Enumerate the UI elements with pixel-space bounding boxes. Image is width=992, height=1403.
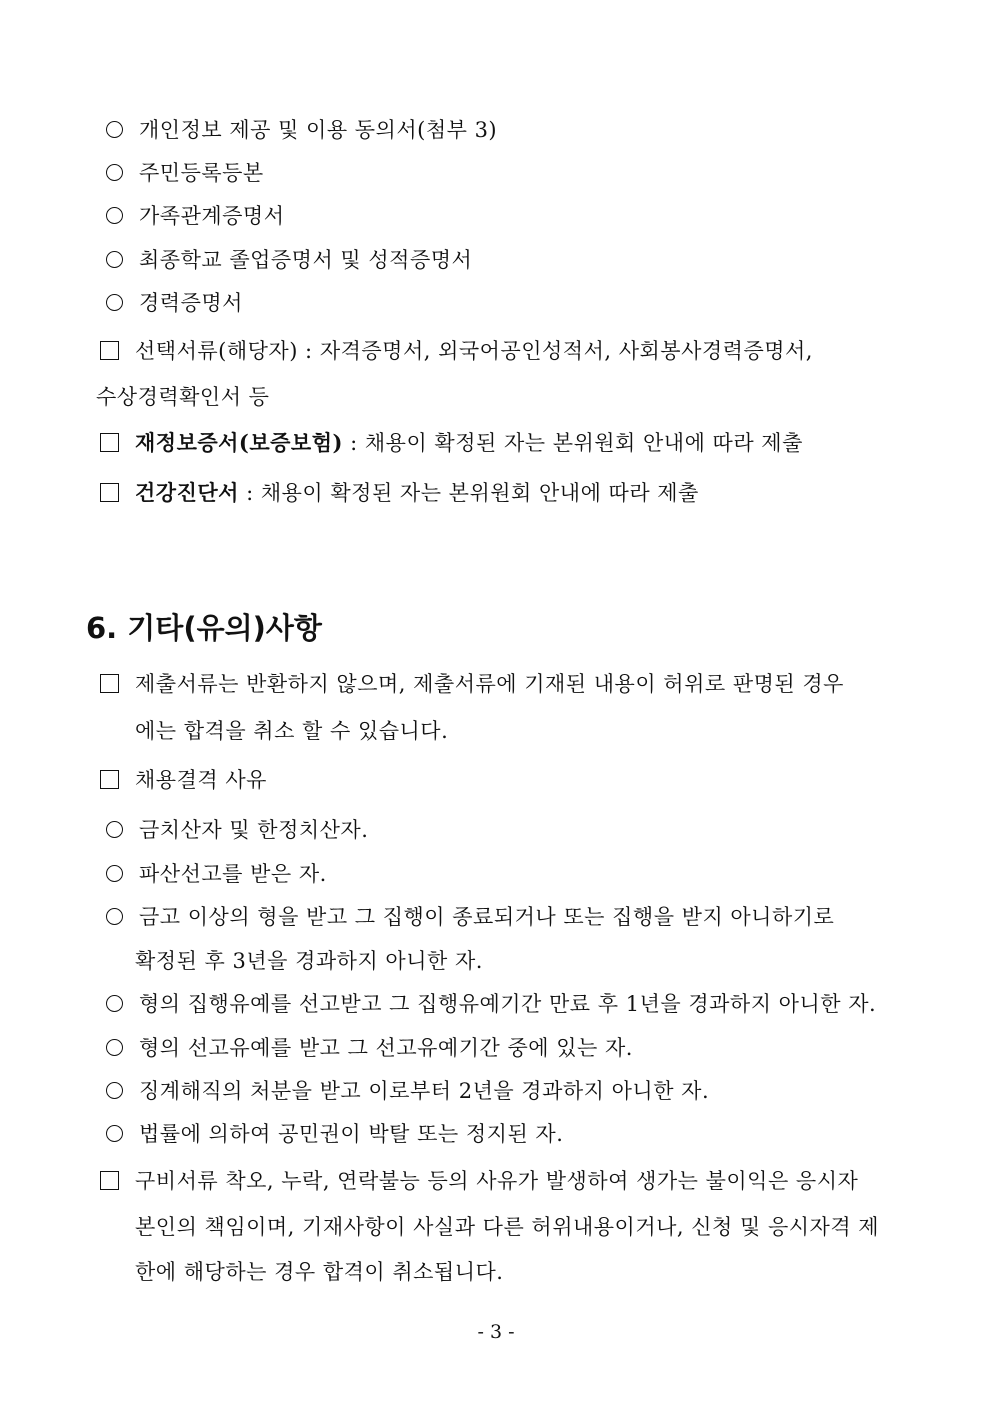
disqual-item-continuation: 확정된 후 3년을 경과하지 아니한 자.	[135, 949, 483, 973]
optional-docs-item: 선택서류(해당자) : 자격증명서, 외국어공인성적서, 사회봉사경력증명서,	[100, 337, 813, 365]
final-note-continuation: 본인의 책임이며, 기재사항이 사실과 다른 허위내용이거나, 신청 및 응시자격 제	[135, 1215, 880, 1239]
doc-item: 주민등록등본	[106, 159, 264, 187]
square-bullet-icon	[100, 1171, 119, 1190]
doc-item: 경력증명서	[106, 289, 243, 317]
circle-bullet-icon	[106, 865, 123, 882]
disqual-item: 징계해직의 처분을 받고 이로부터 2년을 경과하지 아니한 자.	[106, 1077, 709, 1105]
guarantee-title: 재정보증서(보증보험)	[135, 430, 343, 455]
circle-bullet-icon	[106, 1125, 123, 1142]
circle-bullet-icon	[106, 164, 123, 181]
guarantee-item: 재정보증서(보증보험) : 채용이 확정된 자는 본위원회 안내에 따라 제출	[100, 429, 803, 457]
doc-item: 가족관계증명서	[106, 202, 285, 230]
final-note-item: 구비서류 착오, 누락, 연락불능 등의 사유가 발생하여 생가는 불이익은 응시자	[100, 1167, 858, 1195]
square-bullet-icon	[100, 341, 119, 360]
health-item: 건강진단서 : 채용이 확정된 자는 본위원회 안내에 따라 제출	[100, 479, 699, 507]
disqual-title-item: 채용결격 사유	[100, 766, 267, 794]
doc-item: 개인정보 제공 및 이용 동의서(첨부 3)	[106, 116, 497, 144]
doc-item: 최종학교 졸업증명서 및 성적증명서	[106, 246, 472, 274]
optional-docs-continuation: 수상경력확인서 등	[96, 385, 270, 409]
square-bullet-icon	[100, 483, 119, 502]
disqual-item: 파산선고를 받은 자.	[106, 860, 327, 888]
square-bullet-icon	[100, 674, 119, 693]
circle-bullet-icon	[106, 121, 123, 138]
return-note-item: 제출서류는 반환하지 않으며, 제출서류에 기재된 내용이 허위로 판명된 경우	[100, 670, 844, 698]
circle-bullet-icon	[106, 294, 123, 311]
circle-bullet-icon	[106, 821, 123, 838]
circle-bullet-icon	[106, 1039, 123, 1056]
health-title: 건강진단서	[135, 480, 239, 505]
final-note-continuation: 한에 해당하는 경우 합격이 취소됩니다.	[135, 1260, 504, 1284]
section-heading: 6. 기타(유의)사항	[86, 611, 322, 645]
page-number: - 3 -	[477, 1321, 515, 1343]
circle-bullet-icon	[106, 995, 123, 1012]
disqual-item: 금치산자 및 한정치산자.	[106, 816, 368, 844]
return-note-continuation: 에는 합격을 취소 할 수 있습니다.	[135, 719, 449, 743]
disqual-item: 형의 선고유예를 받고 그 선고유예기간 중에 있는 자.	[106, 1034, 633, 1062]
circle-bullet-icon	[106, 1082, 123, 1099]
square-bullet-icon	[100, 433, 119, 452]
circle-bullet-icon	[106, 251, 123, 268]
disqual-item: 형의 집행유예를 선고받고 그 집행유예기간 만료 후 1년을 경과하지 아니한 자.	[106, 990, 876, 1018]
circle-bullet-icon	[106, 908, 123, 925]
disqual-item: 법률에 의하여 공민권이 박탈 또는 정지된 자.	[106, 1120, 563, 1148]
disqual-item: 금고 이상의 형을 받고 그 집행이 종료되거나 또는 집행을 받지 아니하기로	[106, 903, 834, 931]
circle-bullet-icon	[106, 207, 123, 224]
square-bullet-icon	[100, 770, 119, 789]
